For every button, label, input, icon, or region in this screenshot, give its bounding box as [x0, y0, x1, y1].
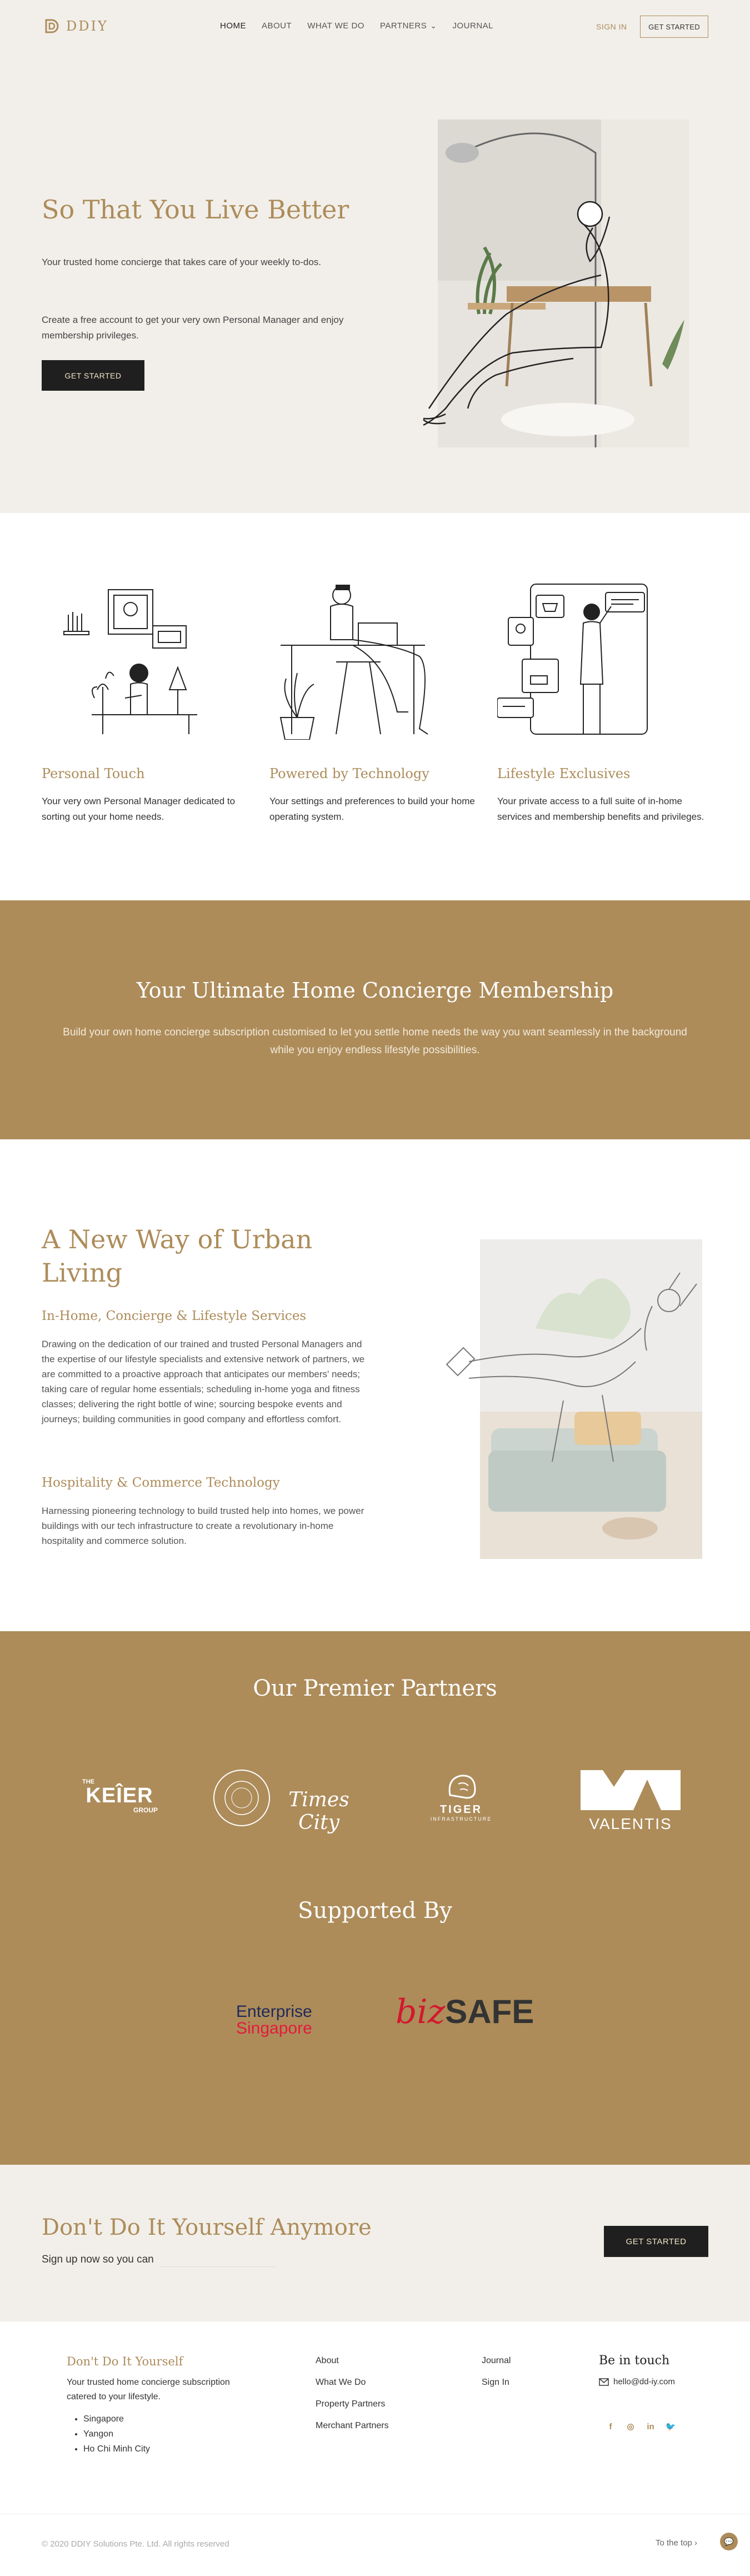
valentis-logo: [581, 1770, 681, 1833]
tiger-head-icon: [444, 1773, 478, 1801]
facebook-icon[interactable]: f: [609, 2421, 612, 2431]
membership-section: [0, 900, 750, 1139]
hero-text-1: Your trusted home concierge that takes care of your weekly to-dos.: [42, 257, 322, 267]
nav-partners[interactable]: PARTNERS ⌄: [380, 21, 437, 31]
bizsafe-logo: [396, 1992, 534, 2031]
urban-title: A New Way of Urban Living: [42, 1224, 313, 1288]
times-city-text: Times City: [288, 1788, 349, 1834]
ddiy-logo-icon: [42, 17, 61, 36]
hero-title: So That You Live Better: [42, 195, 349, 225]
feature-text: Your settings and preferences to build your home operating system.: [269, 796, 475, 822]
instagram-icon[interactable]: ◎: [627, 2422, 634, 2431]
hero-illustration: [401, 119, 689, 447]
city-item: • Yangon: [83, 2426, 150, 2442]
personal-manager-illustration: [42, 579, 208, 740]
hero-section: [0, 0, 750, 513]
footer-tagline: Your trusted home concierge subscription catered to your lifestyle.: [67, 2378, 230, 2401]
bizsafe-safe: SAFE: [445, 1993, 534, 2030]
keier-top: THE: [82, 1778, 94, 1785]
urban-text-technology: Harnessing pioneering technology to build trusted help into homes, we power buildings with our tech infrastructure to create a revolutionary in-home hospitality and commerce solution.: [42, 1506, 364, 1546]
footer: [0, 2321, 750, 2576]
nav-journal[interactable]: JOURNAL: [452, 21, 494, 31]
copyright: © 2020 DDIY Solutions Pte. Ltd. All rights reserved: [42, 2539, 229, 2549]
footer-link-property-partners[interactable]: Property Partners: [316, 2399, 386, 2409]
urban-illustration: [436, 1239, 702, 1559]
feature-title: Powered by Technology: [269, 766, 429, 781]
be-in-touch-title: Be in touch: [599, 2354, 670, 2368]
tiger-text: TIGER: [439, 1803, 483, 1816]
urban-subtitle-services: In-Home, Concierge & Lifestyle Services: [42, 1309, 307, 1323]
signup-text: Sign up now so you can: [42, 2254, 154, 2265]
signup-row: [42, 2253, 276, 2267]
mail-icon: [599, 2378, 609, 2386]
city-item: • Singapore: [83, 2411, 150, 2426]
city-list: [83, 2411, 150, 2457]
nav-home[interactable]: HOME: [220, 21, 246, 31]
social-links: [604, 2420, 677, 2433]
urban-living-section: [0, 1139, 750, 1631]
city-item: • Ho Chi Minh City: [83, 2442, 150, 2457]
email-text: hello@dd-iy.com: [613, 2377, 675, 2386]
keier-main: KEÎER: [86, 1784, 153, 1807]
footer-link-what-we-do[interactable]: What We Do: [316, 2378, 366, 2387]
cta-get-started-button[interactable]: GET STARTED: [604, 2226, 708, 2257]
brand-logo[interactable]: [42, 17, 108, 36]
membership-text: Build your own home concierge subscription customised to let you settle home needs the way you want seamlessly in the background while you enjoy endless lifestyle possibilities.: [63, 1027, 687, 1056]
hero-get-started-button[interactable]: GET STARTED: [42, 360, 144, 391]
technology-illustration: [269, 579, 447, 740]
lifestyle-illustration: [497, 579, 664, 740]
nav-get-started-button[interactable]: GET STARTED: [640, 16, 708, 38]
nav-what-we-do[interactable]: WHAT WE DO: [307, 21, 364, 31]
main-menu: [220, 21, 493, 31]
urban-subtitle-technology: Hospitality & Commerce Technology: [42, 1476, 280, 1490]
cta-title: Don't Do It Yourself Anymore: [42, 2215, 372, 2240]
feature-text: Your private access to a full suite of in-home services and membership benefits and privileges.: [497, 796, 704, 822]
feature-title: Personal Touch: [42, 766, 145, 781]
nav-about[interactable]: ABOUT: [262, 21, 292, 31]
es-line-1: Enterprise: [236, 2002, 312, 2021]
keier-bottom: GROUP: [133, 1806, 158, 1814]
keier-group-logo: [78, 1778, 161, 1814]
footer-link-journal[interactable]: Journal: [482, 2356, 511, 2365]
logo-text: DDIY: [66, 18, 108, 34]
times-city-logo: [211, 1767, 367, 1834]
signup-input[interactable]: [159, 2253, 276, 2267]
features-section: [0, 513, 750, 900]
valentis-text: VALENTIS: [589, 1815, 672, 1832]
tiger-sub-text: INFRASTRUCTURE: [430, 1816, 492, 1822]
bizsafe-biz: biz: [396, 1992, 446, 2031]
times-city-seal-icon: [211, 1767, 272, 1828]
membership-title: Your Ultimate Home Concierge Membership: [136, 978, 614, 1003]
email-row[interactable]: [599, 2377, 675, 2386]
cta-section: [0, 2165, 750, 2321]
feature-text: Your very own Personal Manager dedicated to sorting out your home needs.: [42, 796, 236, 822]
feature-title: Lifestyle Exclusives: [497, 766, 631, 781]
valentis-mark-icon: [581, 1770, 681, 1810]
urban-text-services: Drawing on the dedication of our trained and trusted Personal Managers and the expertise of our lifestyle specialists and extensive network of partners, we are committed to a proactive approach that anticipates our members' needs; taking care of regular home essentials; scheduling in-home yoga and fitness classes; delivering the right bottle of wine; sourcing bespoke events and journeys; building communities in good company and effortless comfort.: [42, 1339, 365, 1424]
tiger-infrastructure-logo: [419, 1773, 503, 1822]
to-the-top-link[interactable]: To the top ›: [656, 2538, 698, 2548]
footer-link-about[interactable]: About: [316, 2356, 339, 2365]
linkedin-icon[interactable]: in: [647, 2421, 654, 2431]
supported-by-title: Supported By: [298, 1898, 452, 1924]
partners-section: [0, 1631, 750, 2165]
es-line-2: Singapore: [236, 2019, 312, 2037]
footer-link-sign-in[interactable]: Sign In: [482, 2378, 509, 2387]
hero-text-2: Create a free account to get your very own Personal Manager and enjoy membership privileges.: [42, 315, 344, 341]
twitter-icon[interactable]: 🐦: [665, 2422, 676, 2431]
sign-in-link[interactable]: SIGN IN: [596, 22, 627, 31]
top-nav: [0, 0, 750, 53]
partners-title: Our Premier Partners: [253, 1676, 497, 1701]
footer-brand-title: Don't Do It Yourself: [67, 2355, 183, 2368]
chat-icon[interactable]: 💬: [720, 2533, 738, 2550]
footer-link-merchant-partners[interactable]: Merchant Partners: [316, 2421, 389, 2430]
enterprise-singapore-logo: [236, 2004, 347, 2037]
